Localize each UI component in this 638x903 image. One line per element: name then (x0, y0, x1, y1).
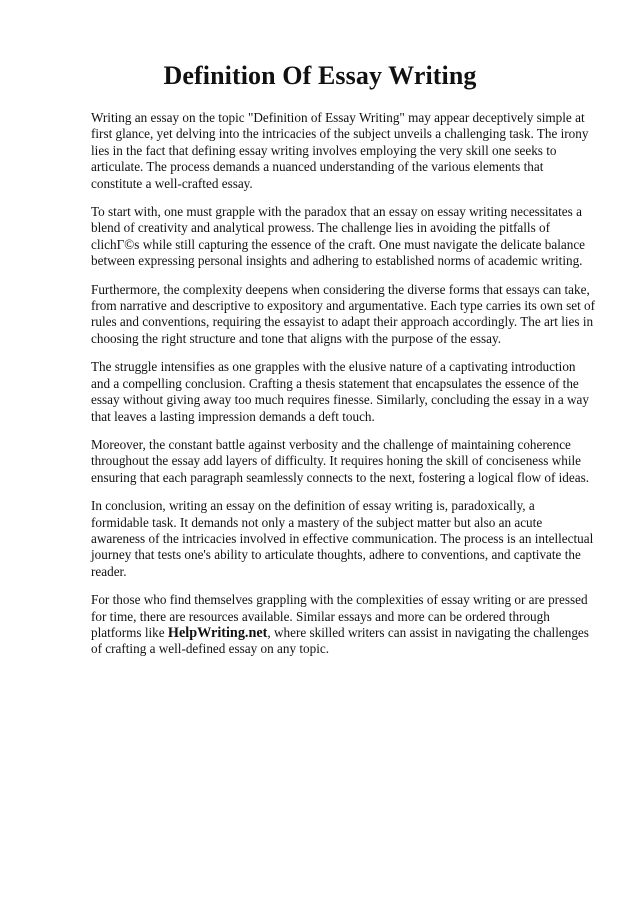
paragraph-7 (91, 592, 595, 658)
paragraph-7-text-after: , where skilled writers can assist in navigating the challenges of crafting a well-defined essay on any topic. (91, 624, 589, 657)
paragraph-6: In conclusion, writing an essay on the definition of essay writing is, paradoxically, a formidable task. It demands not only a mastery of the subject matter but also an acute awareness of the intricacies involved in effective communication. The process is an intellectual journey that tests one's ability to articulate thoughts, adhere to conventions, and captivate the reader. (91, 498, 594, 579)
paragraph-3: Furthermore, the complexity deepens when considering the diverse forms that essays can take, from narrative and descriptive to expository and argumentative. Each type carries its own set of rules and conventions, requiring the essayist to adapt their approach accordingly. The art lies in choosing the right structure and tone that aligns with the purpose of the essay. (91, 281, 596, 346)
paragraph-1: Writing an essay on the topic "Definition of Essay Writing" may appear deceptively simple at first glance, yet delving into the intricacies of the subject unveils a challenging task. The irony lies in the fact that defining essay writing involves employing the very skill one seeks to articulate. The process demands a nuanced understanding of the various elements that constitute a well-crafted essay. (91, 110, 589, 191)
paragraph-2: To start with, one must grapple with the paradox that an essay on essay writing necessitates a blend of creativity and analytical prowess. The challenge lies in avoiding the pitfalls of clichГ©s while still capturing the essence of the craft. One must navigate the delicate balance between expressing personal insights and adhering to established norms of academic writing. (91, 204, 586, 269)
document-title: Definition Of Essay Writing (163, 61, 477, 90)
paragraph-5: Moreover, the constant battle against verbosity and the challenge of maintaining coherence throughout the essay add layers of difficulty. It requires honing the skill of conciseness while ensuring that each paragraph seamlessly connects to the next, fostering a logical flow of ideas. (91, 436, 590, 485)
paragraph-4: The struggle intensifies as one grapples with the elusive nature of a captivating introduction and a compelling conclusion. Crafting a thesis statement that encapsulates the essence of the essay without giving away too much requires finesse. Similarly, concluding the essay in a way that leaves a lasting impression demands a deft touch. (91, 359, 589, 424)
helpwriting-link[interactable]: HelpWriting.net (167, 624, 268, 641)
paragraph-7-text-before: For those who find themselves grappling with the complexities of essay writing or are pressed for time, there are resources available. Similar essays and more can be ordered through platforms like (91, 592, 588, 640)
